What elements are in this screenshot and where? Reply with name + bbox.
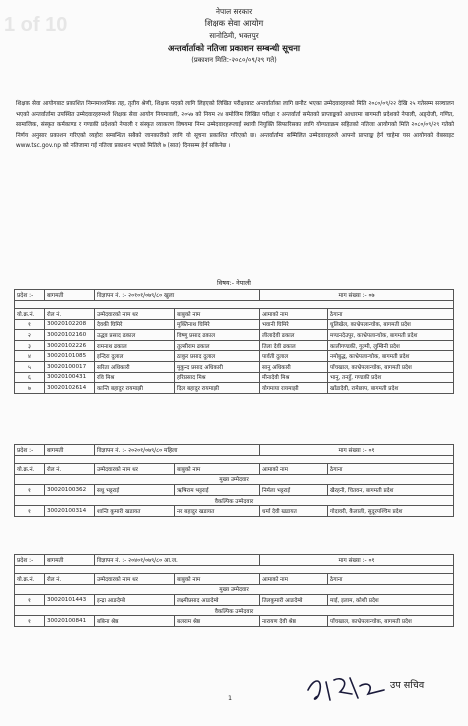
father-cell: दिल बहादुर रायमाझी [175,383,260,394]
column-header: ठेगाना [328,464,454,475]
candidate-cell: रवि मिश्र [95,372,175,383]
table-row [15,330,454,341]
father-cell: ऋषिराम भट्टराई [175,485,260,496]
father-cell: लक्ष्मीप्रसाद आङदेम्बे [175,595,260,606]
table-row [15,340,454,351]
father-cell: नर बहादुर खडायत [175,506,260,517]
column-header: रोल नं. [45,464,95,475]
column-header: उम्मेदवारको नाम थर [95,464,175,475]
address-cell: माई, इलाम, कोशी प्रदेश [328,595,454,606]
page-watermark: 1 of 10 [4,14,68,36]
roll-cell: 30020100017 [45,361,95,372]
alternate-candidates-heading: वैकल्पिक उम्मेदवार [15,605,454,616]
roll-cell: 30020102226 [45,340,95,351]
result-table-1 [14,289,454,394]
candidate-cell: इन्दिरा दुलाल [95,351,175,362]
rank-cell: २ [15,330,45,341]
father-cell: तुल्सीराम ढकाल [175,340,260,351]
result-table-3 [14,554,454,627]
page-number: 1 [228,694,233,702]
rank-cell: ४ [15,351,45,362]
notice-header [0,6,468,65]
candidate-cell: शान्ति कुमारी खडायत [95,506,175,517]
address-cell: नमोबुद्ध, काभ्रेपलान्चोक, बागमती प्रदेश [328,351,454,362]
column-header: बाबुको नाम [175,464,260,475]
province-label: प्रदेश :- [15,290,45,301]
advertisement-number: विज्ञापन नं. :- २०१०१/०७९/८० खुला [95,290,260,301]
alternate-candidates-heading: वैकल्पिक उम्मेदवार [15,495,454,506]
column-header: ठेगाना [328,309,454,320]
province-name: बागमती [45,445,95,456]
roll-cell: 30020100841 [45,616,95,627]
address-cell: पाँचखाल, काभ्रेपलान्चोक, बागमती प्रदेश [328,361,454,372]
address-cell: खाँडादेवी, रामेछाप, बागमती प्रदेश [328,383,454,394]
address-cell: गोदावरी, कैलाली, सुदूरपश्चिम प्रदेश [328,506,454,517]
advertisement-number: विज्ञापन नं. :- २०२०१/०७९/८० महिला [95,445,260,456]
father-cell: मुक्तिनाथ घिमिरे [175,319,260,330]
province-name: बागमती [45,290,95,301]
candidate-cell: इन्द्रा आङदेम्बे [95,595,175,606]
table-row [15,595,454,606]
roll-cell: 30020100431 [45,372,95,383]
column-header: रोल नं. [45,309,95,320]
signature-image [300,672,390,704]
rank-cell: ७ [15,383,45,394]
candidate-cell: उद्धव प्रसाद ढकाल [95,330,175,341]
main-candidates-heading: मुख्य उम्मेदवार [15,474,454,485]
candidate-cell: कान्ति बहादुर रायमाझी [95,383,175,394]
table-row [15,616,454,627]
main-candidates-heading: मुख्य उम्मेदवार [15,584,454,595]
column-header: आमाको नाम [260,574,328,585]
rank-cell: १ [15,616,45,627]
commission-address: सानोठिमी, भक्तपुर [209,31,259,41]
rank-cell: १ [15,485,45,496]
candidate-cell: देवकी घिमिरे [95,319,175,330]
father-cell: हरिप्रसाद मिश्र [175,372,260,383]
advertisement-number: विज्ञापन नं. :- २०४०१/०७९/८० आ.ज. [95,555,260,566]
table-row [15,485,454,496]
column-header: ठेगाना [328,574,454,585]
column-header: आमाको नाम [260,464,328,475]
address-cell: धुलिखेल, काभ्रेपलान्चोक, बागमती प्रदेश [328,319,454,330]
table-row [15,372,454,383]
candidate-cell: सरिता अधिकारी [95,361,175,372]
mother-cell: नारायण देवी श्रेष्ठ [260,616,328,627]
column-header: आमाको नाम [260,309,328,320]
province-label: प्रदेश :- [15,445,45,456]
column-header: बाबुको नाम [175,309,260,320]
signatory-designation: उप सचिव [390,680,425,691]
rank-cell: ३ [15,340,45,351]
father-cell: विष्णु प्रसाद ढकाल [175,330,260,341]
notice-title: अन्तर्वार्ताको नतिजा प्रकाशन सम्बन्धी सूचना [167,42,301,53]
mother-cell: योगमाया रायमाझी [260,383,328,394]
table-row [15,351,454,362]
father-cell: बलराम श्रेष्ठ [175,616,260,627]
candidate-cell: रामनाथ ढकाल [95,340,175,351]
column-header: उम्मेदवारको नाम थर [95,309,175,320]
mother-cell: निर्मला भट्टराई [260,485,328,496]
spacer-row [15,301,454,309]
subject-section [14,278,454,288]
candidate-cell: बबिना श्रेष्ठ [95,616,175,627]
column-header: उम्मेदवारको नाम थर [95,574,175,585]
publication-date: (प्रकाशन मिति:-२०८०/०९/२९ गते) [191,55,277,64]
address-cell: पाँचखाल, काभ्रेपलान्चोक, बागमती प्रदेश [328,616,454,627]
column-header: बाबुको नाम [175,574,260,585]
mother-cell: मीनादेवी मिश्र [260,372,328,383]
mother-cell: धर्मा देवी खडायत [260,506,328,517]
table-row [15,319,454,330]
column-header: यो.क्र.नं. [15,574,45,585]
commission-name: शिक्षक सेवा आयोग [204,18,264,29]
post-count: माग संख्या :- ०१ [260,555,454,566]
roll-cell: 30020102614 [45,383,95,394]
rank-cell: १ [15,506,45,517]
address-cell: कालीगण्डकी, गुल्मी, लुम्बिनी प्रदेश [328,340,454,351]
roll-cell: 30020102208 [45,319,95,330]
column-header: यो.क्र.नं. [15,309,45,320]
roll-cell: 30020102160 [45,330,95,341]
province-name: बागमती [45,555,95,566]
address-cell: खैरहनी, चितवन, बागमती प्रदेश [328,485,454,496]
table-row [15,383,454,394]
spacer-row [15,566,454,574]
rank-cell: ६ [15,372,45,383]
address-cell: भानु, तनहुँ, गण्डकी प्रदेश [328,372,454,383]
mother-cell: भवानी घिमिरे [260,319,328,330]
address-cell: मण्डनदेउपुर, काभ्रेपलान्चोक, बागमती प्रदेश [328,330,454,341]
subject-title: विषय:- नेपाली [217,279,251,287]
mother-cell: तिला देवी ढकाल [260,340,328,351]
notice-body: शिक्षक सेवा आयोगबाट प्रकाशित निम्नमाध्यमिक तह, तृतीय श्रेणी, शिक्षक पदको लागि लिइएको लिखित परीक्षाबाट अन्तर्वार्ताका लागि छनौट भएका उम्मेदवारहरुको मिति २०८०/०९/२२ देखि २५ गतेसम्म सञ्चालन भएको अन्तर्वार्तामा उपस्थित उम्मेदवारहरुमध्ये शिक्षक सेवा आयोग नियमावली, २०५७ को नियम २४ बमोजिम लिखित परीक्षा र अन्तर्वार्ता समेतको प्राप्ताङ्कको आधारमा बागमती प्रदेशको नेपाली, अङ्ग्रेजी, गणित, सामाजिक, संस्कृत कर्मकाण्ड र गण्डकी प्रदेशको नेपाली र संस्कृत व्याकरण विषयमा निम्न उम्मेदवारहरूलाई स्थायी नियुक्ति सिफारिसका लागि योग्यताक्रम सहितको नतिजा आयोगको मिति २०८०/०९/२९ गतेको निर्णय अनुसार प्रकाशन गरिएको व्यहोरा सम्बन्धित सबैको जानकारीको लागि यो सूचना प्रकाशित गरिएको छ। अन्तर्वार्तामा सम्मिलित उम्मेदवारहरुले आफ्नो प्राप्ताङ्क हेर्न चाहेमा यस आयोगको वेबसाइट www.tsc.gov.np को नतिजामा गई नतिजा प्रकाशन भएको मितिले ७ (सात) दिनसम्म हेर्न सकिनेछ । [16,101,454,149]
column-header: रोल नं. [45,574,95,585]
mother-cell: सानु अधिकारी [260,361,328,372]
roll-cell: 30020100362 [45,485,95,496]
column-header: यो.क्र.नं. [15,464,45,475]
post-count: माग संख्या :- ०७ [260,290,454,301]
candidate-cell: सधु भट्टराई [95,485,175,496]
father-cell: ठाकुर प्रसाद दुलाल [175,351,260,362]
spacer-row [15,456,454,464]
rank-cell: १ [15,595,45,606]
roll-cell: 30020100314 [45,506,95,517]
mother-cell: तिलकुमारी आङदेम्बे [260,595,328,606]
mother-cell: लीलादेवी ढकाल [260,330,328,341]
roll-cell: 30020101085 [45,351,95,362]
rank-cell: १ [15,319,45,330]
table-row [15,361,454,372]
mother-cell: पार्वती दुलाल [260,351,328,362]
post-count: माग संख्या :- ०१ [260,445,454,456]
table-row [15,506,454,517]
result-table-2 [14,444,454,517]
rank-cell: ५ [15,361,45,372]
province-label: प्रदेश :- [15,555,45,566]
roll-cell: 30020101443 [45,595,95,606]
government-name: नेपाल सरकार [215,7,253,16]
father-cell: मुकुन्द प्रसाद अधिकारी [175,361,260,372]
